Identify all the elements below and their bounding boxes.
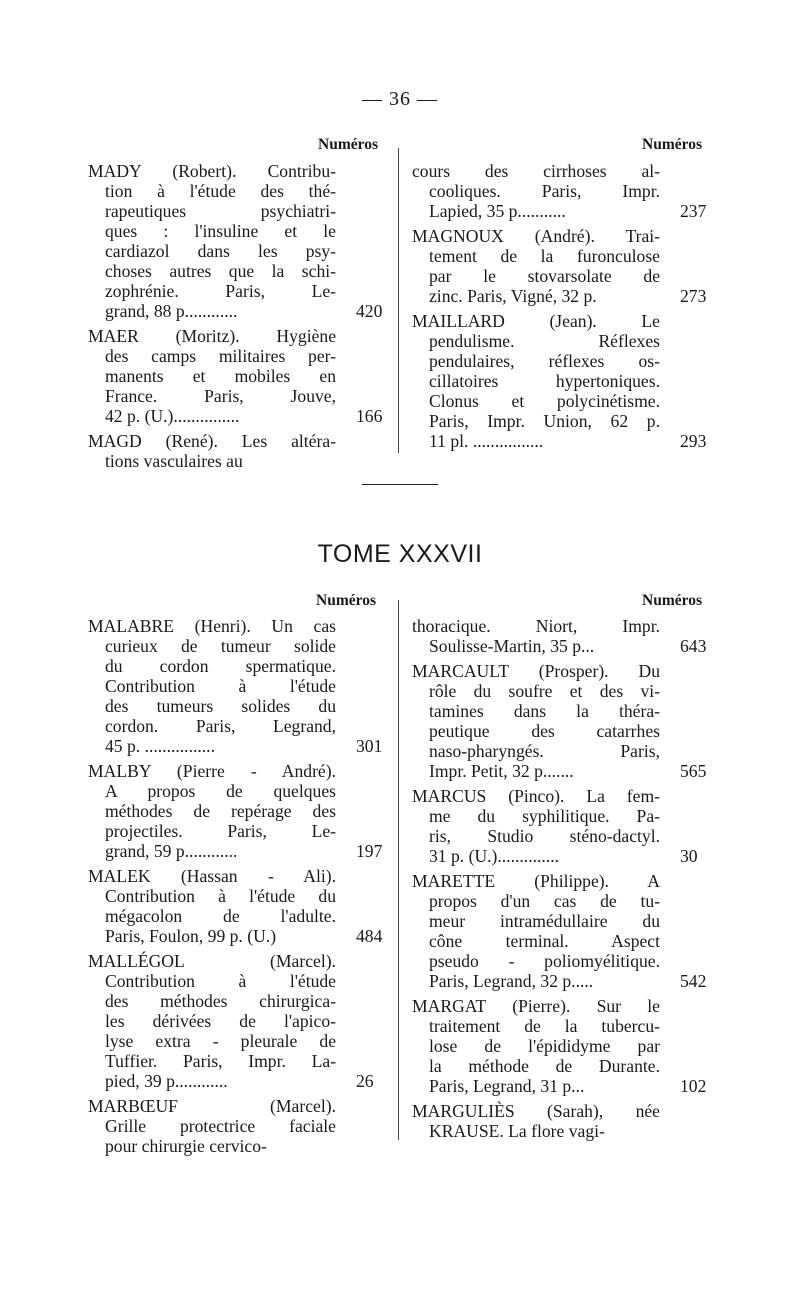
index-entry: [412, 616, 707, 656]
entry-line: des camps militaires per-: [105, 346, 336, 366]
numeros-header-top-right: Numéros: [642, 136, 702, 153]
entry-line: lyse extra - pleurale de: [105, 1031, 336, 1051]
entry-line: naso-pharyngés. Paris,: [429, 741, 660, 761]
index-entry: [88, 431, 336, 471]
entry-line: MALLÉGOL (Marcel).: [88, 951, 336, 971]
entry-line: traitement de la tubercu-: [429, 1016, 660, 1036]
index-entry: [88, 1096, 336, 1156]
entry-line: KRAUSE. La flore vagi-: [429, 1121, 605, 1141]
entry-line: par le stovarsolate de: [429, 266, 660, 286]
entry-line: A propos de quelques: [105, 781, 336, 801]
entry-line: MALEK (Hassan - Ali).: [88, 866, 336, 886]
entry-number: 273: [680, 286, 707, 306]
entry-number: 565: [680, 761, 707, 781]
index-entry: [412, 786, 698, 866]
entry-number: 301: [356, 736, 383, 756]
entry-number: 102: [680, 1076, 707, 1096]
entry-line: méthodes de repérage des: [105, 801, 336, 821]
entry-number: 293: [680, 431, 707, 451]
entry-line: pseudo - poliomyélitique.: [429, 951, 660, 971]
entry-line: choses autres que la schi-: [105, 261, 336, 281]
entry-line: rôle du soufre et des vi-: [429, 681, 660, 701]
index-entry: [88, 866, 383, 946]
entry-line: MARETTE (Philippe). A: [412, 871, 660, 891]
index-entry: [412, 1101, 660, 1141]
entry-line: lose de l'épididyme par: [429, 1036, 660, 1056]
entry-line: 45 p. ................: [105, 736, 215, 756]
entry-line: Paris, Legrand, 31 p...: [429, 1076, 585, 1096]
entry-line: curieux de tumeur solide: [105, 636, 336, 656]
entry-number: 542: [680, 971, 707, 991]
entry-line: les dérivées de l'apico-: [105, 1011, 336, 1031]
entry-line: la méthode de Durante.: [429, 1056, 660, 1076]
column-divider-bottom: [398, 600, 399, 1140]
entry-line: pendulaires, réflexes os-: [429, 351, 660, 371]
numeros-header-top-left: Numéros: [318, 136, 378, 153]
entry-line: cordon. Paris, Legrand,: [105, 716, 336, 736]
index-entry: [88, 326, 383, 426]
entry-line: MAILLARD (Jean). Le: [412, 311, 660, 331]
entry-line: ques : l'insuline et le: [105, 221, 336, 241]
entry-line: MALBY (Pierre - André).: [88, 761, 336, 781]
index-entry: [88, 161, 383, 321]
entry-line: tamines dans la théra-: [429, 701, 660, 721]
entry-line: France. Paris, Jouve,: [105, 386, 336, 406]
section-title: TOME XXXVII: [317, 540, 483, 568]
entry-line: Paris, Impr. Union, 62 p.: [429, 411, 660, 431]
numeros-header-bottom-right: Numéros: [642, 592, 702, 609]
column-divider-top: [398, 148, 399, 453]
top-left-column: [88, 161, 383, 476]
entry-line: Contribution à l'étude: [105, 971, 336, 991]
entry-line: 31 p. (U.)..............: [429, 846, 559, 866]
entry-line: thoracique. Niort, Impr.: [412, 616, 660, 636]
entry-line: Impr. Petit, 32 p.......: [429, 761, 574, 781]
entry-line: projectiles. Paris, Le-: [105, 821, 336, 841]
entry-line: cardiazol dans les psy-: [105, 241, 336, 261]
entry-line: cône terminal. Aspect: [429, 931, 660, 951]
entry-number: 166: [356, 406, 383, 426]
entry-number: 484: [356, 926, 383, 946]
entry-line: Soulisse-Martin, 35 p...: [429, 636, 595, 656]
entry-line: 42 p. (U.)...............: [105, 406, 240, 426]
index-entry: [88, 951, 374, 1091]
entry-line: tement de la furonculose: [429, 246, 660, 266]
section-divider: [362, 484, 438, 485]
entry-number: 237: [680, 201, 707, 221]
entry-line: MARBŒUF (Marcel).: [88, 1096, 336, 1116]
bottom-left-column: [88, 616, 383, 1161]
bottom-right-column: [412, 616, 707, 1146]
index-entry: [88, 761, 383, 861]
entry-line: des tumeurs solides du: [105, 696, 336, 716]
index-entry: [412, 661, 707, 781]
entry-line: grand, 59 p............: [105, 841, 238, 861]
entry-line: MAER (Moritz). Hygiène: [88, 326, 336, 346]
entry-line: ris, Studio sténo-dactyl.: [429, 826, 660, 846]
entry-line: MARGULIÈS (Sarah), née: [412, 1101, 660, 1121]
entry-line: pour chirurgie cervico-: [105, 1136, 267, 1156]
entry-number: 643: [680, 636, 707, 656]
entry-line: MARCUS (Pinco). La fem-: [412, 786, 660, 806]
entry-line: zinc. Paris, Vigné, 32 p.: [429, 286, 597, 306]
entry-line: Grille protectrice faciale: [105, 1116, 336, 1136]
entry-line: peutique des catarrhes: [429, 721, 660, 741]
entry-line: Paris, Legrand, 32 p.....: [429, 971, 594, 991]
entry-line: me du syphilitique. Pa-: [429, 806, 660, 826]
entry-line: Contribution à l'étude du: [105, 886, 336, 906]
entry-line: MARCAULT (Prosper). Du: [412, 661, 660, 681]
entry-line: grand, 88 p............: [105, 301, 238, 321]
index-entry: [412, 311, 707, 451]
entry-number: 420: [356, 301, 383, 321]
top-right-column: [412, 161, 707, 456]
entry-line: Contribution à l'étude: [105, 676, 336, 696]
entry-line: MADY (Robert). Contribu-: [88, 161, 336, 181]
entry-line: du cordon spermatique.: [105, 656, 336, 676]
entry-line: mégacolon de l'adulte.: [105, 906, 336, 926]
entry-line: MARGAT (Pierre). Sur le: [412, 996, 660, 1016]
entry-number: 30: [680, 846, 698, 866]
numeros-header-bottom-left: Numéros: [316, 592, 376, 609]
entry-line: cillatoires hypertoniques.: [429, 371, 660, 391]
index-entry: [412, 226, 707, 306]
entry-line: tion à l'étude des thé-: [105, 181, 336, 201]
entry-line: MAGNOUX (André). Trai-: [412, 226, 660, 246]
entry-line: pied, 39 p............: [105, 1071, 228, 1091]
entry-line: manents et mobiles en: [105, 366, 336, 386]
entry-number: 26: [356, 1071, 374, 1091]
index-entry: [412, 871, 707, 991]
entry-line: 11 pl. ................: [429, 431, 544, 451]
index-entry: [88, 616, 383, 756]
index-entry: [412, 996, 707, 1096]
entry-line: meur intramédullaire du: [429, 911, 660, 931]
entry-number: 197: [356, 841, 383, 861]
entry-line: cooliques. Paris, Impr.: [429, 181, 660, 201]
entry-line: cours des cirrhoses al-: [412, 161, 660, 181]
page-number: — 36 —: [362, 88, 438, 110]
entry-line: rapeutiques psychiatri-: [105, 201, 336, 221]
entry-line: Lapied, 35 p...........: [429, 201, 566, 221]
entry-line: Tuffier. Paris, Impr. La-: [105, 1051, 336, 1071]
index-entry: [412, 161, 707, 221]
entry-line: Clonus et polycinétisme.: [429, 391, 660, 411]
entry-line: pendulisme. Réflexes: [429, 331, 660, 351]
entry-line: zophrénie. Paris, Le-: [105, 281, 336, 301]
entry-line: MALABRE (Henri). Un cas: [88, 616, 336, 636]
entry-line: Paris, Foulon, 99 p. (U.): [105, 926, 277, 946]
entry-line: propos d'un cas de tu-: [429, 891, 660, 911]
entry-line: tions vasculaires au: [105, 451, 243, 471]
entry-line: des méthodes chirurgica-: [105, 991, 336, 1011]
entry-line: MAGD (René). Les altéra-: [88, 431, 336, 451]
